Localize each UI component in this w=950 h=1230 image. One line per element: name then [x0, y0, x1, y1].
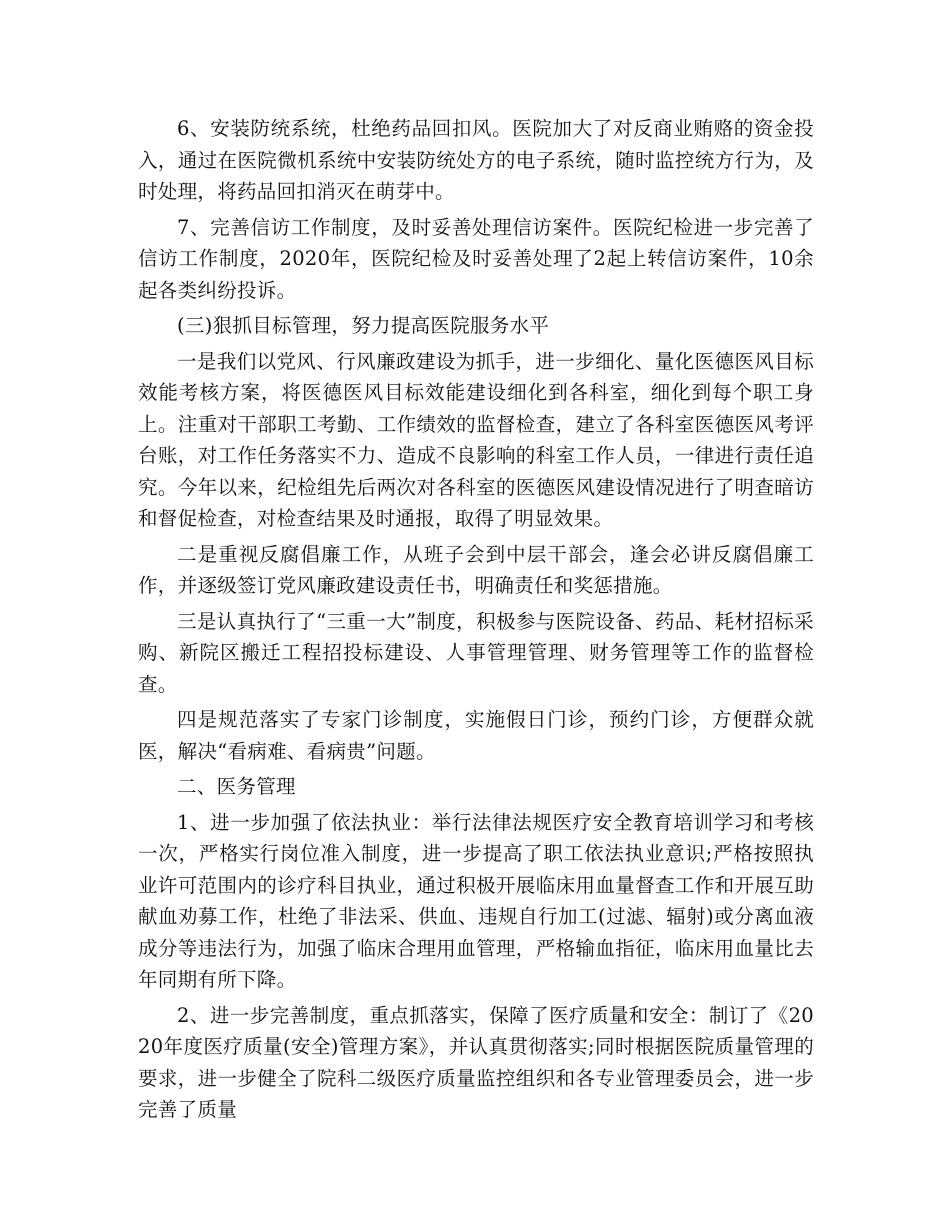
- paragraph-item-6: 6、安装防统系统，杜绝药品回扣风。医院加大了对反商业贿赂的资金投入，通过在医院微机系统中安装防统处方的电子系统，随时监控统方行为，及时处理，将药品回扣消灭在萌芽中。: [138, 117, 814, 203]
- document-body: [138, 113, 814, 1130]
- paragraph-third-measure: 三是认真执行了“三重一大”制度，积极参与医院设备、药品、耗材招标采购、新院区搬迁工程招投标建设、人事管理管理、财务管理等工作的监督检查。: [138, 609, 814, 696]
- paragraph-first-measure: 一是我们以党风、行风廉政建设为抓手，进一步细化、量化医德医风目标效能考核方案，将医德医风目标效能建设细化到各科室，细化到每个职工身上。注重对干部职工考勤、工作绩效的监督检查，建立了各科室医德医风考评台账，对工作任务落实不力、造成不良影响的科室工作人员，一律进行责任追究。今年以来，纪检组先后两次对各科室的医德医风建设情况进行了明查暗访和督促检查，对检查结果及时通报，取得了明显效果。: [138, 349, 814, 530]
- section-heading-target-management: (三)狠抓目标管理，努力提高医院服务水平: [177, 314, 550, 337]
- paragraph-medical-item-2: 2、进一步完善制度，重点抓落实，保障了医疗质量和安全：制订了《2020年度医疗质量(安全)管理方案》，并认真贯彻落实;同时根据医院质量管理的要求，进一步健全了院科二级医疗质量监控组织和各专业管理委员会，进一步完善了质量: [138, 1003, 814, 1121]
- paragraph-second-measure: 二是重视反腐倡廉工作，从班子会到中层干部会，逢会必讲反腐倡廉工作，并逐级签订党风廉政建设责任书，明确责任和奖惩措施。: [138, 542, 814, 597]
- paragraph-item-7: 7、完善信访工作制度，及时妥善处理信访案件。医院纪检进一步完善了信访工作制度，2020年，医院纪检及时妥善处理了2起上转信访案件，10余起各类纠纷投诉。: [138, 215, 814, 302]
- paragraph-fourth-measure: 四是规范落实了专家门诊制度，实施假日门诊，预约门诊，方便群众就医，解决“看病难、看病贵”问题。: [138, 708, 814, 763]
- section-heading-medical-affairs: 二、医务管理: [177, 775, 296, 798]
- paragraph-medical-item-1: 1、进一步加强了依法执业：举行法律法规医疗安全教育培训学习和考核一次，严格实行岗位准入制度，进一步提高了职工依法执业意识;严格按照执业许可范围内的诊疗科目执业，通过积极开展临床用血量督查工作和开展互助献血劝募工作，杜绝了非法采、供血、违规自行加工(过滤、辐射)或分离血液成分等违法行为，加强了临床合理用血管理，严格输血指征，临床用血量比去年同期有所下降。: [138, 810, 814, 991]
